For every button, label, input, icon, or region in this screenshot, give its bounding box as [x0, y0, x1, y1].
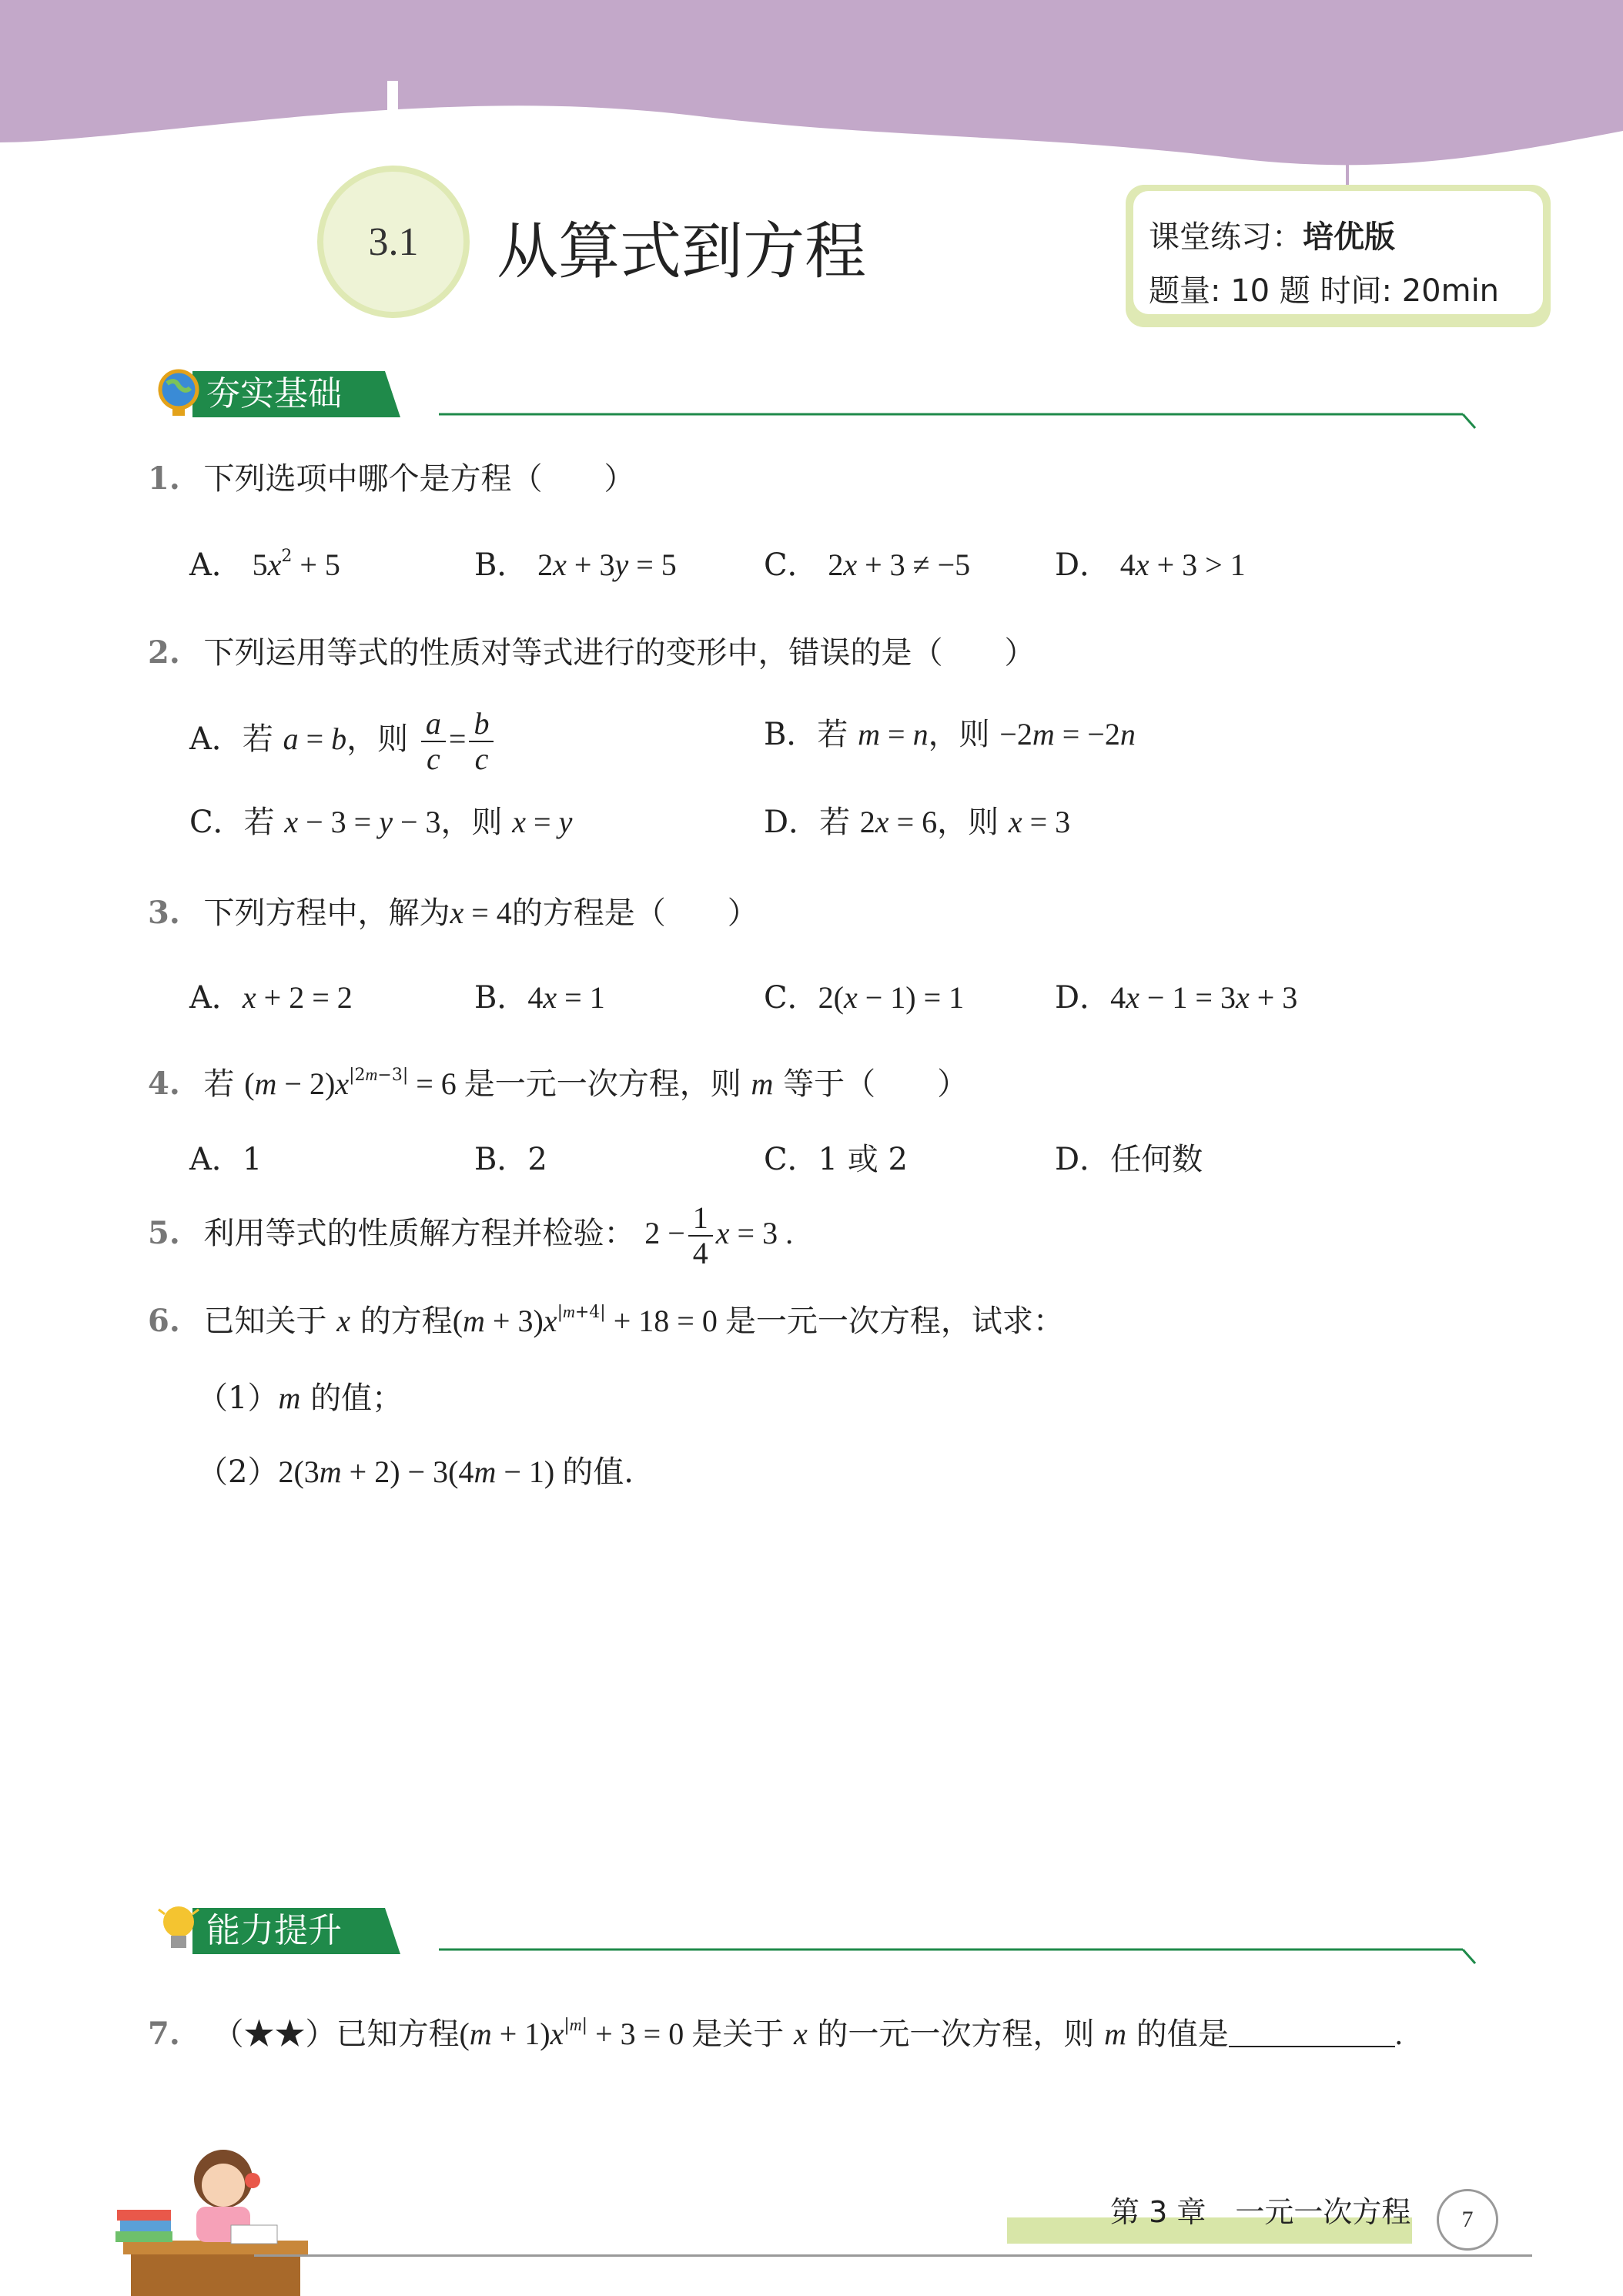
- section-header-advanced: [154, 1899, 1478, 1968]
- question-1: [148, 457, 634, 500]
- q1-option-c: C． 2x + 3 ≠ −5: [764, 547, 971, 583]
- globe-icon: [156, 366, 202, 420]
- question-3: 3. 下列方程中，解为x = 4的方程是（ ）: [148, 895, 758, 931]
- answer-blank[interactable]: [1229, 2015, 1395, 2047]
- q3-option-a: A．x + 2 = 2: [189, 980, 353, 1016]
- footer-chapter: 第 3 章 一元一次方程: [1110, 2195, 1411, 2229]
- lightbulb-icon: [156, 1900, 202, 1959]
- q1-option-d: D． 4x + 3 > 1: [1055, 547, 1246, 583]
- q2-option-a: A．若 a = b，则 $\frac{a}{c}$ = $\frac{b}{c}$: [189, 701, 497, 778]
- section-header-basic: [154, 362, 1478, 431]
- practice-info-box: [1126, 185, 1551, 327]
- q2-option-b: B．若 m = n，则 −2m = −2n: [764, 717, 1136, 752]
- q3-option-d: D．4x − 1 = 3x + 3: [1055, 980, 1298, 1016]
- q3-option-c: C．2(x − 1) = 1: [764, 980, 965, 1016]
- q1-option-a: A． $5x^2 + 5$: [189, 547, 340, 583]
- section-header-ribbon: [154, 362, 1478, 431]
- question-7: 7. （★★）已知方程$(m + 1)x^{|m|} + 3 = 0$ 是关于 x 的一元一次方程，则 m 的值是 .: [148, 2015, 1403, 2052]
- section-header-ribbon: [154, 1899, 1478, 1968]
- question-2: 2. 下列运用等式的性质对等式进行的变形中，错误的是（ ）: [148, 634, 1036, 671]
- question-6: 6. 已知关于 x 的方程$(m + 3)x^{|m+4|} + 18 = 0$ 是一元一次方程，试求：: [148, 1302, 1064, 1339]
- section-title-advanced: 能力提升: [206, 1911, 342, 1950]
- q1-option-b: B． 2x + 3y = 5: [474, 547, 677, 583]
- section-number: 3.1: [368, 219, 419, 264]
- question-4: 4. 若 $(m - 2)x^{|2m-3|} = 6$ 是一元一次方程，则 m 等于（ ）: [148, 1065, 969, 1102]
- q6-sub1: （1）m 的值；: [197, 1381, 403, 1416]
- practice-label: 课堂练习：: [1149, 219, 1303, 255]
- q4-option-b: B．2: [474, 1142, 547, 1177]
- page-number-badge: [1437, 2189, 1498, 2251]
- q3-option-b: B．4x = 1: [474, 980, 605, 1016]
- footer-rule: [254, 2254, 1532, 2257]
- page-number: 7: [1461, 2207, 1474, 2232]
- question-5: 5. 利用等式的性质解方程并检验： 2 − $\frac{1}{4}$ x = 3 .: [148, 1200, 794, 1270]
- q4-option-d: D．任何数: [1055, 1142, 1203, 1177]
- student-illustration: [108, 2125, 323, 2296]
- question-number: 1.: [148, 460, 180, 497]
- q4-option-c: C．1 或 2: [764, 1142, 908, 1177]
- header-wave-banner: [0, 0, 1623, 200]
- practice-edition: 培优版: [1303, 219, 1395, 255]
- section-number-badge: [317, 166, 470, 318]
- page-title: 从算式到方程: [497, 216, 866, 287]
- section-title-basic: 夯实基础: [206, 374, 342, 413]
- q6-sub2: （2）2(3m + 2) − 3(4m − 1) 的值.: [197, 1454, 634, 1490]
- question-stem: 下列选项中哪个是方程（ ）: [203, 461, 635, 497]
- q4-option-a: A．1: [189, 1142, 263, 1177]
- q2-option-c: C．若 x − 3 = y − 3，则 x = y: [189, 805, 573, 840]
- quantity-time: 题量: 10 题 时间: 20min: [1149, 273, 1500, 309]
- q2-option-d: D．若 2x = 6，则 x = 3: [764, 805, 1071, 840]
